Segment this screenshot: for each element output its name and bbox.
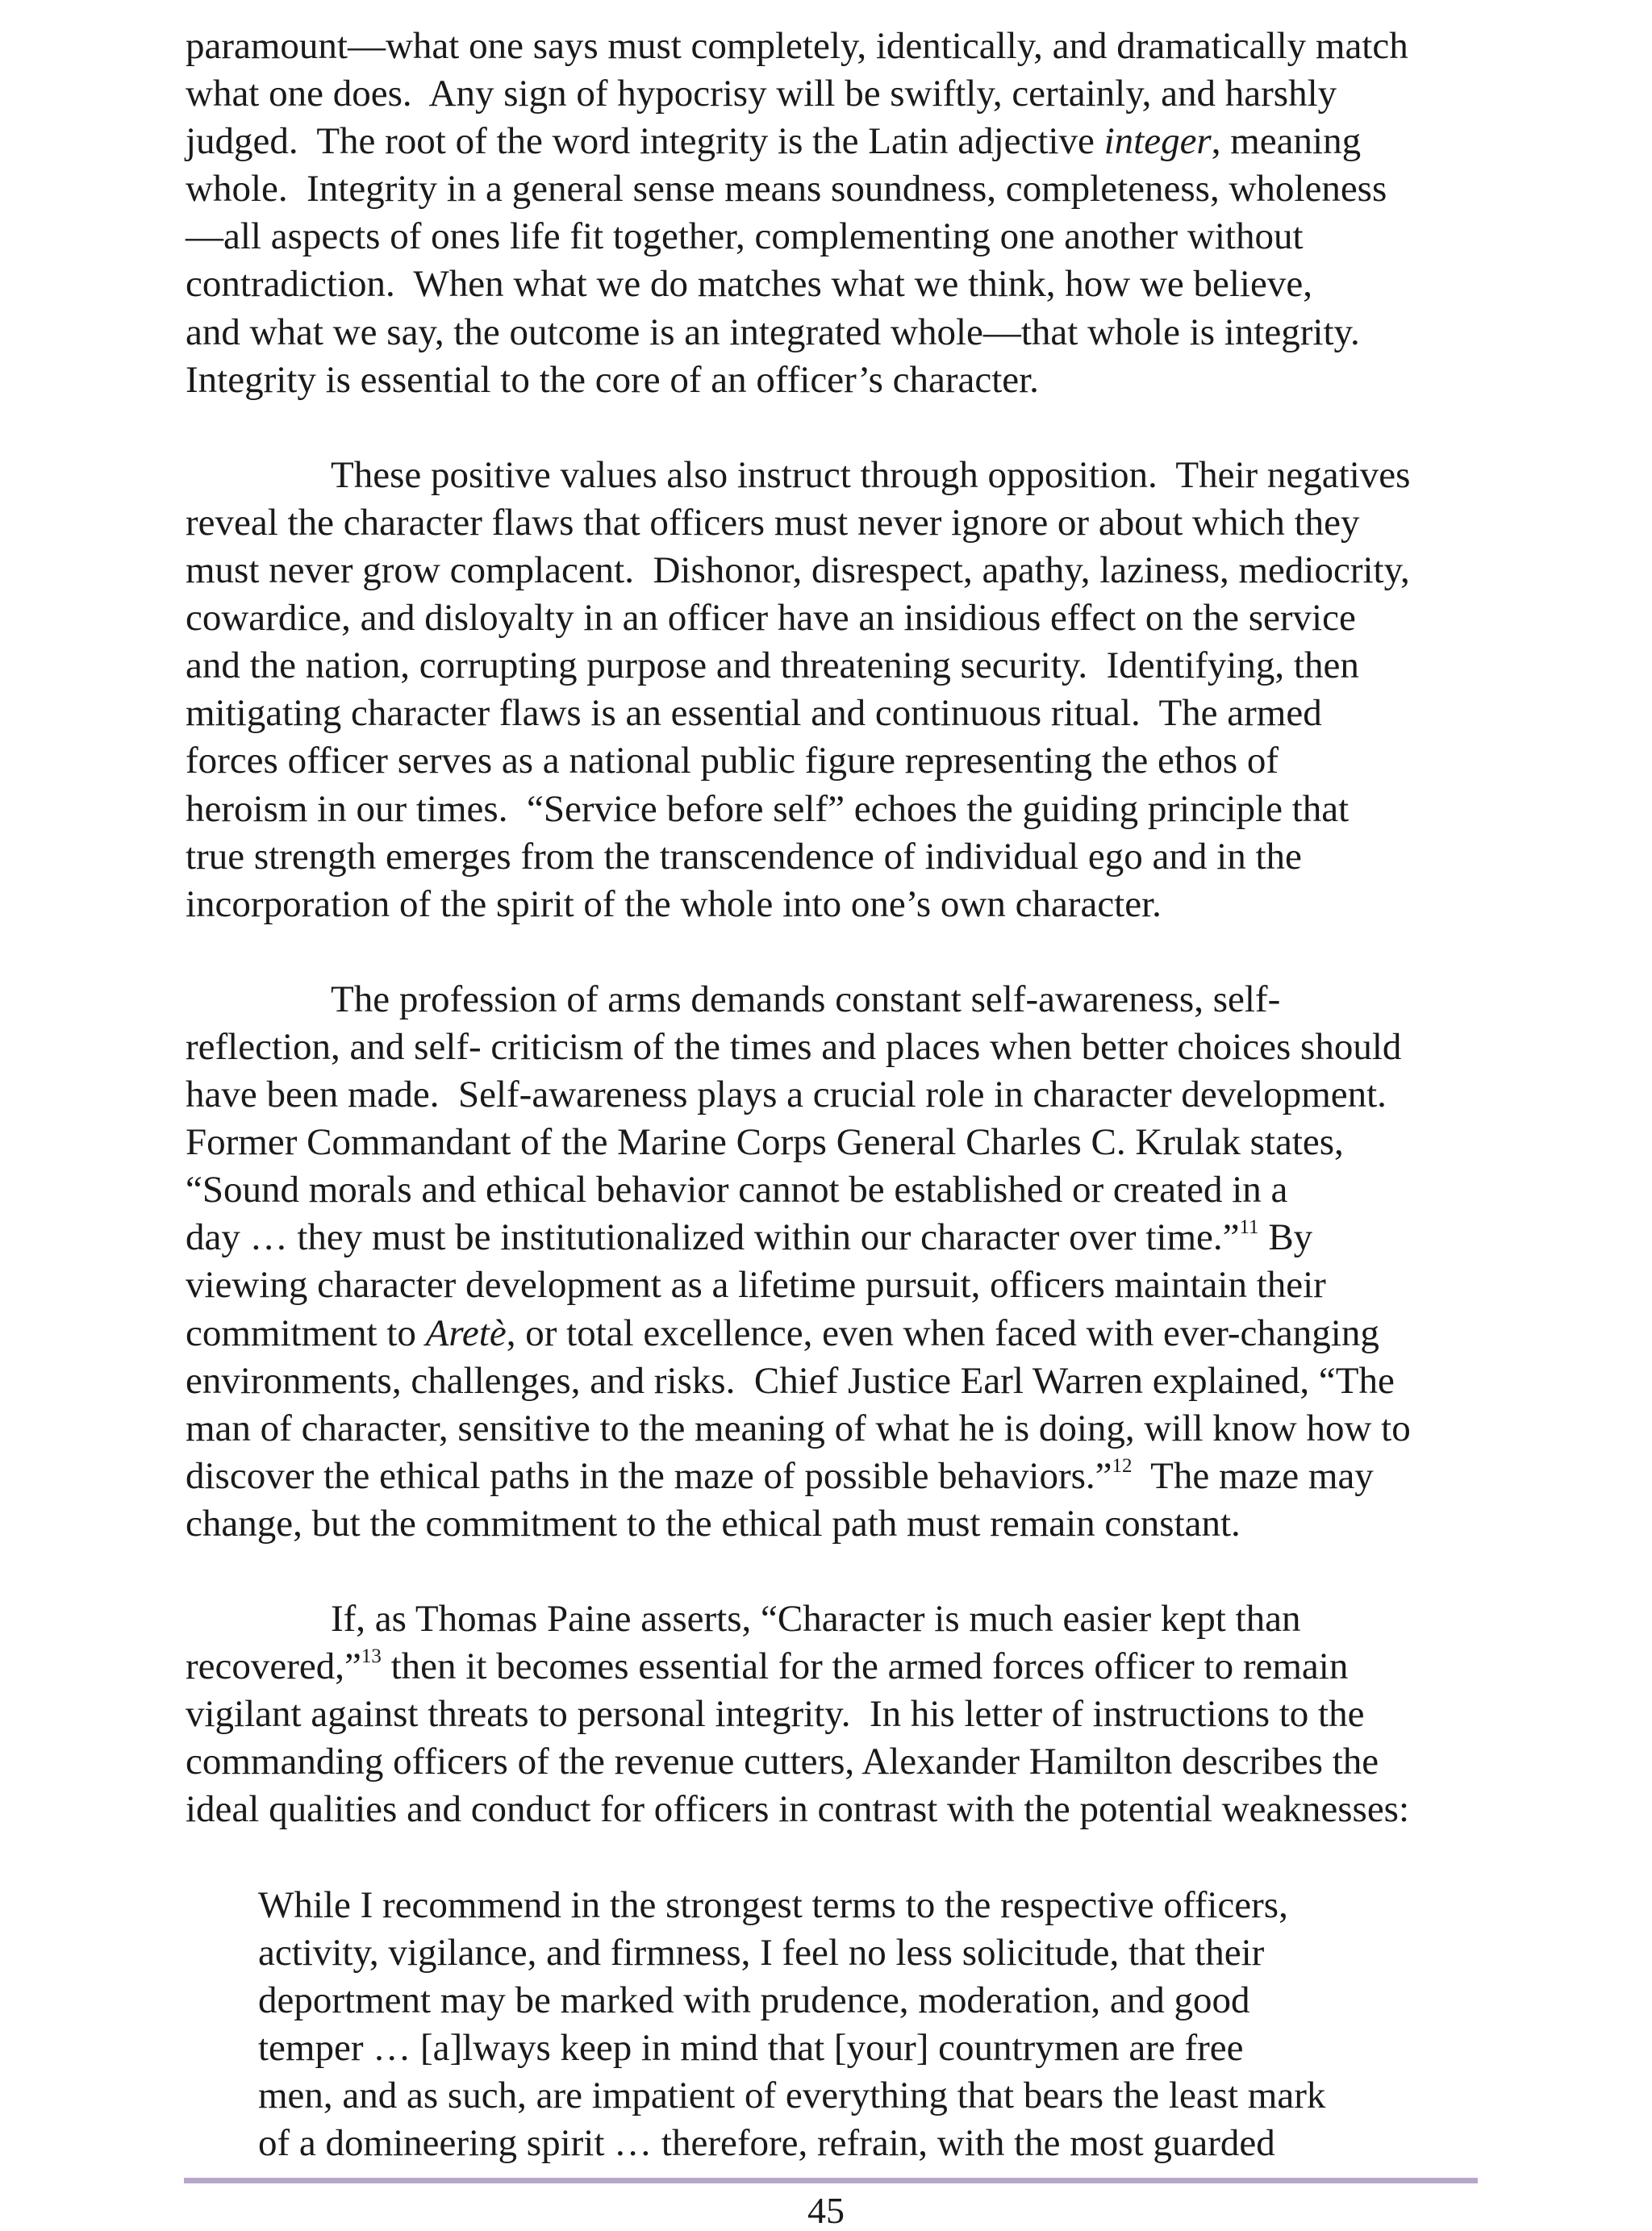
- text-line: The profession of arms demands constant self-awareness, self-: [331, 978, 1281, 1020]
- text-line: man of character, sensitive to the meaning of what he is doing, will know how to: [186, 1407, 1411, 1449]
- text-line: cowardice, and disloyalty in an officer have an insidious effect on the service: [186, 597, 1356, 640]
- text-line: These positive values also instruct through opposition. Their negatives: [331, 453, 1411, 496]
- text-line: judged. The root of the word integrity is the Latin adjective integer, meaning: [186, 120, 1362, 163]
- page-number: 45: [807, 2190, 845, 2231]
- text-line: “Sound morals and ethical behavior cannot be established or created in a: [186, 1169, 1288, 1211]
- footnote-marker: 11: [1239, 1216, 1259, 1239]
- paragraph-spacer: [186, 404, 1476, 452]
- text-line: and what we say, the outcome is an integrated whole—that whole is integrity.: [186, 311, 1360, 353]
- text-line: Integrity is essential to the core of an officer’s character.: [186, 358, 1039, 401]
- text-line: forces officer serves as a national public figure representing the ethos of: [186, 740, 1279, 782]
- text-line: Former Commandant of the Marine Corps General Charles C. Krulak states,: [186, 1121, 1344, 1164]
- footnote-marker: 13: [361, 1645, 382, 1668]
- paragraph-thomas-paine: [186, 1595, 1476, 1833]
- text-line: true strength emerges from the transcendence of individual ego and in the: [186, 835, 1302, 878]
- text-line: paramount—what one says must completely, identically, and dramatically match: [186, 25, 1408, 67]
- text-line: reflection, and self- criticism of the times and places when better choices should: [186, 1025, 1402, 1068]
- quote-line: temper … [a]lways keep in mind that [your] countrymen are free: [258, 2026, 1244, 2069]
- text-line: change, but the commitment to the ethical path must remain constant.: [186, 1502, 1241, 1545]
- text-line: must never grow complacent. Dishonor, disrespect, apathy, laziness, mediocrity,: [186, 549, 1410, 592]
- text-line: have been made. Self-awareness plays a crucial role in character development.: [186, 1074, 1387, 1116]
- text-line: viewing character development as a lifetime pursuit, officers maintain their: [186, 1264, 1326, 1307]
- text-line: —all aspects of ones life fit together, complementing one another without: [186, 215, 1304, 258]
- footer-divider: [184, 2178, 1478, 2183]
- footnote-marker: 12: [1112, 1454, 1133, 1477]
- text-line: heroism in our times. “Service before self” echoes the guiding principle that: [186, 787, 1350, 830]
- text-line: contradiction. When what we do matches what we think, how we believe,: [186, 263, 1312, 306]
- text-line: ideal qualities and conduct for officers in contrast with the potential weaknesses:: [186, 1788, 1410, 1831]
- paragraph-spacer: [186, 1834, 1476, 1882]
- text-line: incorporation of the spirit of the whole into one’s own character.: [186, 882, 1162, 925]
- blockquote-hamilton: [186, 1882, 1476, 2168]
- paragraph-spacer: [186, 1548, 1476, 1595]
- quote-line: of a domineering spirit … therefore, refrain, with the most guarded: [258, 2122, 1275, 2165]
- text-line: and the nation, corrupting purpose and threatening security. Identifying, then: [186, 644, 1359, 687]
- text-line: discover the ethical paths in the maze of possible behaviors.”$^{12}$ The maze may: [186, 1454, 1374, 1497]
- paragraph-integrity: [186, 23, 1476, 404]
- text-line: If, as Thomas Paine asserts, “Character is much easier kept than: [331, 1598, 1301, 1641]
- page-body: [186, 23, 1476, 2167]
- text-line: commanding officers of the revenue cutters, Alexander Hamilton describes the: [186, 1741, 1379, 1783]
- text-line: recovered,”$^{13}$ then it becomes essential for the armed forces officer to remain: [186, 1645, 1349, 1688]
- text-line: commitment to Aretè, or total excellence, even when faced with ever-changing: [186, 1311, 1379, 1354]
- quote-line: While I recommend in the strongest terms to the respective officers,: [258, 1883, 1288, 1926]
- text-line: vigilant against threats to personal integrity. In his letter of instructions to the: [186, 1693, 1365, 1736]
- text-line: reveal the character flaws that officers must never ignore or about which they: [186, 501, 1360, 544]
- text-line: mitigating character flaws is an essential and continuous ritual. The armed: [186, 692, 1322, 735]
- quote-line: deportment may be marked with prudence, moderation, and good: [258, 1979, 1250, 2021]
- paragraph-spacer: [186, 928, 1476, 976]
- text-line: day … they must be institutionalized within our character over time.”$^{11}$ By: [186, 1216, 1313, 1259]
- paragraph-profession-of-arms: [186, 976, 1476, 1548]
- italic-term: integer: [1103, 120, 1212, 163]
- quote-line: men, and as such, are impatient of everything that bears the least mark: [258, 2075, 1326, 2117]
- text-line: whole. Integrity in a general sense means soundness, completeness, wholeness: [186, 168, 1387, 211]
- italic-term: Aretè: [425, 1311, 507, 1354]
- quote-line: activity, vigilance, and firmness, I feel no less solicitude, that their: [258, 1931, 1265, 1974]
- paragraph-positive-values: [186, 452, 1476, 928]
- text-line: what one does. Any sign of hypocrisy will be swiftly, certainly, and harshly: [186, 73, 1337, 115]
- text-line: environments, challenges, and risks. Chief Justice Earl Warren explained, “The: [186, 1359, 1395, 1402]
